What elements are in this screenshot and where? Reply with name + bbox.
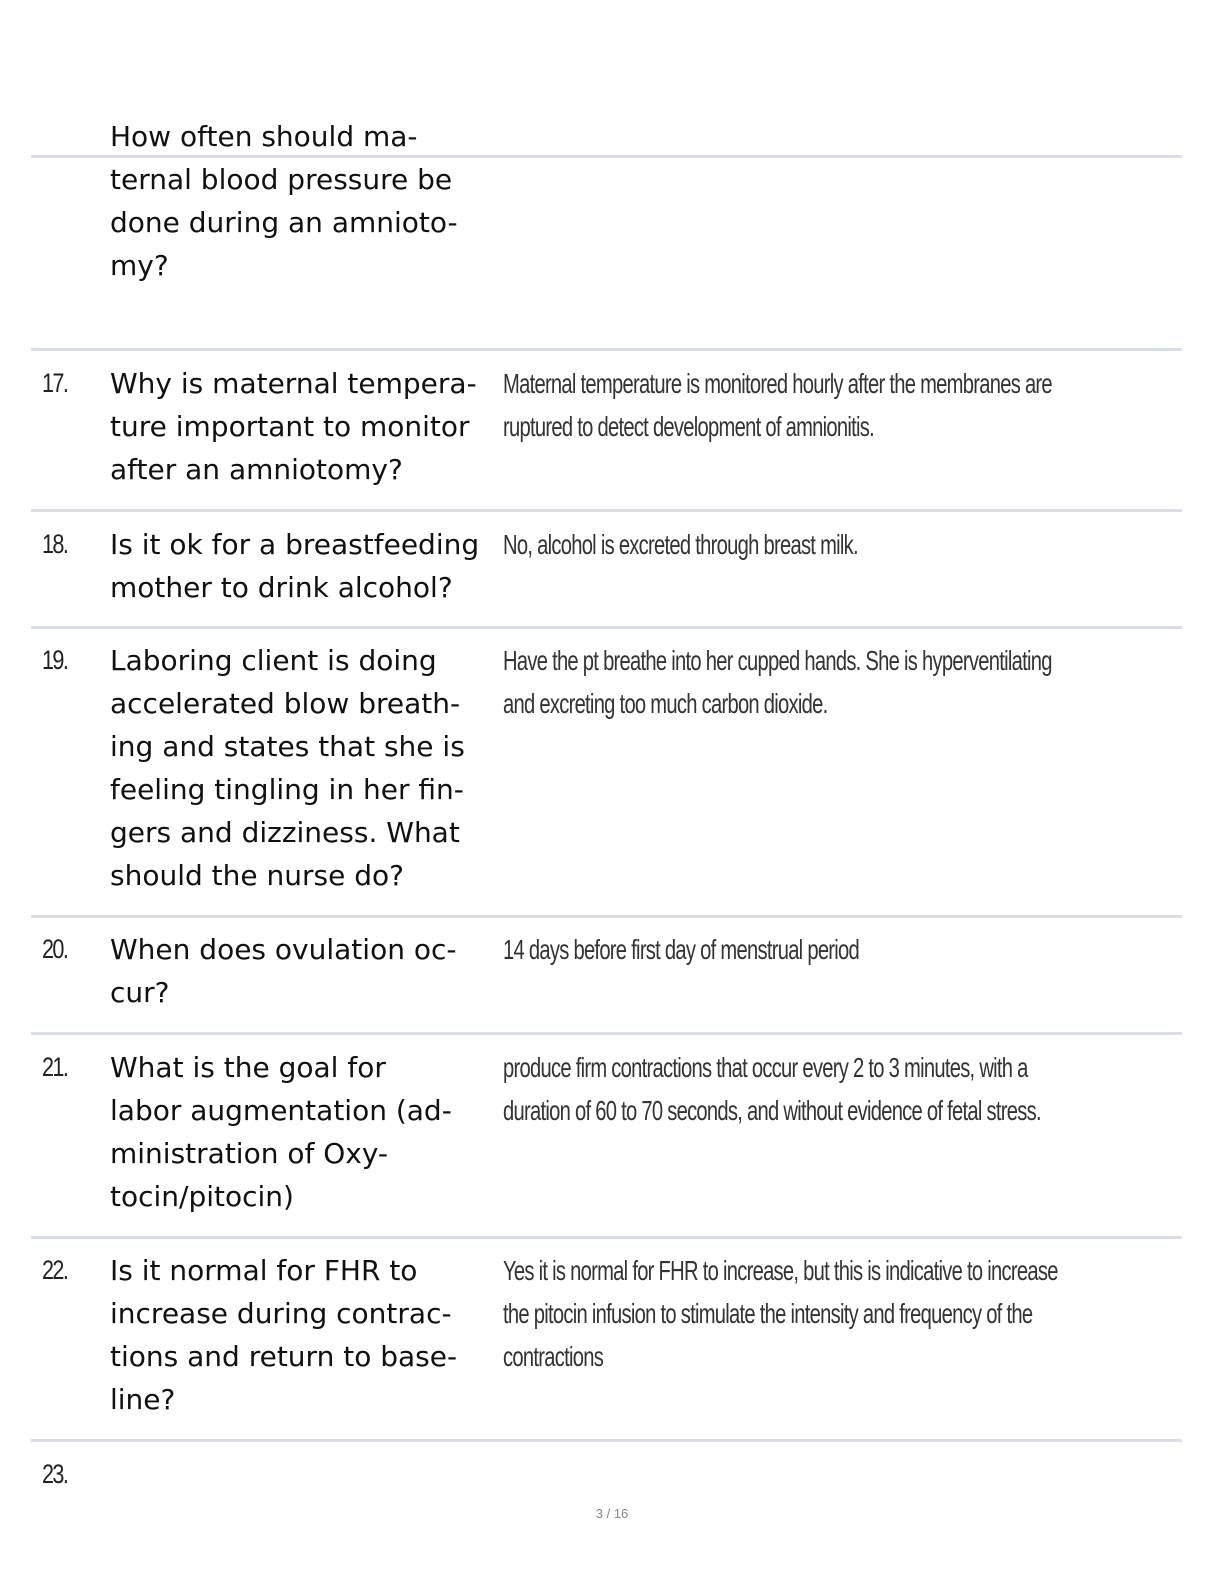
- question-line: mother to drink alcohol?: [110, 571, 453, 604]
- question-line: Is it ok for a breastfeeding: [110, 528, 480, 561]
- question-line: my?: [110, 249, 169, 282]
- divider: [31, 1236, 1182, 1239]
- question-line: line?: [110, 1383, 176, 1416]
- answer-text: [503, 639, 1052, 725]
- question-line: ministration of Oxy-: [110, 1137, 389, 1170]
- question-line: tions and return to base-: [110, 1340, 458, 1373]
- card-number: 21.: [42, 1052, 68, 1082]
- question-line: after an amniotomy?: [110, 453, 403, 486]
- question-line: accelerated blow breath-: [110, 687, 461, 720]
- question-line: gers and dizziness. What: [110, 816, 460, 849]
- divider: [31, 626, 1182, 629]
- question-text: [110, 362, 505, 491]
- answer-line: the pitocin infusion to stimulate the intensity and frequency of the: [503, 1298, 1033, 1329]
- divider: [31, 348, 1182, 351]
- card-number: 22.: [42, 1255, 68, 1285]
- question-line: should the nurse do?: [110, 859, 404, 892]
- card-number: 23.: [42, 1459, 68, 1489]
- question-line: ture important to monitor: [110, 410, 470, 443]
- answer-line: produce firm contractions that occur every 2 to 3 minutes, with a: [503, 1052, 1028, 1083]
- question-text: [110, 1249, 505, 1421]
- answer-line: ruptured to detect development of amnionitis.: [503, 411, 875, 442]
- question-text: [110, 115, 505, 287]
- card-number: 19.: [42, 645, 68, 675]
- answer-line: and excreting too much carbon dioxide.: [503, 688, 828, 719]
- answer-text: [503, 362, 1052, 448]
- answer-line: Maternal temperature is monitored hourly after the membranes are: [503, 368, 1052, 399]
- answer-text: [503, 1249, 1058, 1378]
- question-line: Laboring client is doing: [110, 644, 437, 677]
- answer-line: No, alcohol is excreted through breast milk.: [503, 529, 858, 560]
- answer-line: Yes it is normal for FHR to increase, but this is indicative to increase: [503, 1255, 1058, 1286]
- question-line: cur?: [110, 976, 170, 1009]
- card-number: 17.: [42, 368, 68, 398]
- question-line: feeling tingling in her fin-: [110, 773, 464, 806]
- answer-text: [503, 928, 859, 971]
- question-line: When does ovulation oc-: [110, 933, 457, 966]
- question-text: [110, 639, 505, 897]
- card-number: 20.: [42, 934, 68, 964]
- divider: [31, 915, 1182, 918]
- answer-line: 14 days before first day of menstrual period: [503, 934, 860, 965]
- question-line: What is the goal for: [110, 1051, 386, 1084]
- answer-line: duration of 60 to 70 seconds, and without evidence of fetal stress.: [503, 1095, 1041, 1126]
- question-line: How often should ma-: [110, 120, 418, 153]
- card-number: 18.: [42, 529, 68, 559]
- answer-line: contractions: [503, 1341, 604, 1372]
- divider: [31, 509, 1182, 512]
- answer-text: [503, 523, 858, 566]
- answer-line: Have the pt breathe into her cupped hands. She is hyperventilating: [503, 645, 1052, 676]
- question-line: done during an amnioto-: [110, 206, 458, 239]
- question-text: [110, 523, 505, 609]
- question-text: [110, 1046, 505, 1218]
- page-number: 3 / 16: [595, 1506, 629, 1521]
- question-line: Why is maternal tempera-: [110, 367, 477, 400]
- answer-text: [503, 1046, 1041, 1132]
- question-line: labor augmentation (ad-: [110, 1094, 452, 1127]
- divider: [31, 1439, 1182, 1442]
- divider: [31, 1032, 1182, 1035]
- question-line: ternal blood pressure be: [110, 163, 453, 196]
- question-text: [110, 928, 505, 1014]
- question-line: Is it normal for FHR to: [110, 1254, 418, 1287]
- question-line: tocin/pitocin): [110, 1180, 294, 1213]
- question-line: ing and states that she is: [110, 730, 465, 763]
- question-line: increase during contrac-: [110, 1297, 452, 1330]
